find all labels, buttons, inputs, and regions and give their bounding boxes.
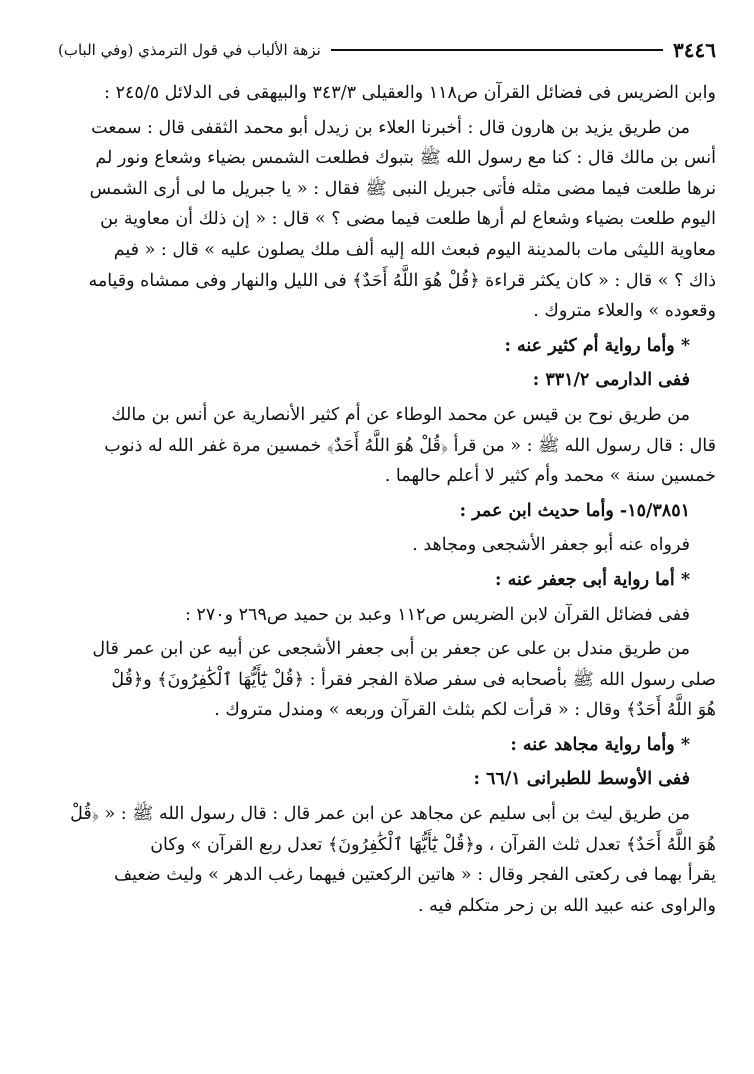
text-line: ذاك ؟ » قال : « كان يكثر قراءة ﴿قُلْ هُوَ اللَّهُ أَحَدٌ﴾ فى الليل والنهار وفى ممشاه وقيامه: [88, 270, 716, 291]
text-line: من طريق نوح بن قيس عن محمد الوطاء عن أم كثير الأنصارية عن أنس بن مالك: [111, 404, 690, 425]
text-line: خمسين سنة » محمد وأم كثير لا أعلم حالهما .: [384, 466, 716, 487]
text-line: هُوَ اللَّهُ أَحَدٌ﴾ تعدل ثلث القرآن ، و﴿قُلْ يَٰٓأَيُّهَا ٱلْكَٰفِرُونَ﴾ تعدل ربع القرآن » وكان: [150, 834, 716, 855]
text-line: وابن الضريس فى فضائل القرآن ص١١٨ والعقيلى ٣٤٣/٣ والبيهقى فى الدلائل ٢٤٥/٥ :: [104, 83, 716, 103]
page-body: [58, 78, 716, 921]
text-line: نرها طلعت فيما مضى مثله فأتى جبريل النبى ﷺ فقال : « يا جبريل ما لى أرى الشمس: [89, 178, 716, 199]
source-line: ففى الدارمى ٣٣١/٢ :: [532, 370, 690, 391]
text-line: من طريق ليث بن أبى سليم عن مجاهد عن ابن عمر قال : قال رسول الله ﷺ : « ﴿قُلْ: [70, 804, 690, 825]
source-line: ففى الأوسط للطبرانى ٦٦/١ :: [473, 769, 690, 790]
running-title: نزهة الألباب في قول الترمذي (وفي الباب): [58, 41, 321, 59]
text-line: وقعوده » والعلاء متروك .: [533, 301, 716, 322]
text-line: معاوية الليثى مات بالمدينة اليوم فبعث الله إليه ألف ملك يصلون عليه » قال : « فيم: [113, 239, 716, 260]
source-line: ففى فضائل القرآن لابن الضريس ص١١٢ وعبد بن حميد ص٢٦٩ و٢٧٠ :: [184, 604, 690, 625]
text-line: صلى رسول الله ﷺ بأصحابه فى سفر صلاة الفجر فقرأ : ﴿قُلْ يَٰٓأَيُّهَا ٱلْكَٰفِرُونَ﴾ و﴿قُلْ: [111, 669, 716, 690]
header-rule: [331, 49, 663, 51]
text-line: يقرأ بهما فى ركعتى الفجر وقال : « هاتين الركعتين فيهما رغب الدهر » وليث ضعيف: [114, 865, 716, 886]
text-line: من طريق مندل بن على عن جعفر بن أبى جعفر الأشجعى عن أبيه عن ابن عمر قال: [92, 639, 690, 660]
page-number: ٣٤٤٦: [673, 38, 716, 62]
section-heading: * وأما رواية أم كثير عنه :: [504, 335, 690, 356]
text-line: والراوى عنه عبيد الله بن زحر متكلم فيه .: [418, 895, 716, 916]
text-line: من طريق يزيد بن هارون قال : أخبرنا العلاء بن زيدل أبو محمد الثقفى قال : سمعت: [91, 117, 690, 138]
section-heading: * وأما رواية مجاهد عنه :: [510, 734, 690, 755]
text-line: أنس بن مالك قال : كنا مع رسول الله ﷺ بتبوك فطلعت الشمس بضياء وشعاع ونور لم: [95, 148, 716, 169]
text-line: هُوَ اللَّهُ أَحَدٌ﴾ وقال : « قرأت لكم بثلث القرآن وربعه » ومندل متروك .: [214, 700, 716, 721]
section-heading: ١٥/٣٨٥١- وأما حديث ابن عمر :: [459, 500, 690, 521]
text-line: اليوم طلعت بضياء وشعاع لم أرها طلعت فيما مضى ؟ » قال : « إن ذلك أن معاوية بن: [100, 209, 716, 230]
text-line: فرواه عنه أبو جعفر الأشجعى ومجاهد .: [412, 535, 690, 556]
text-line: قال : قال رسول الله ﷺ : « من قرأ ﴿قُلْ هُوَ اللَّهُ أَحَدٌ﴾ خمسين مرة غفر الله له ذنوب: [104, 435, 716, 456]
page-header: [58, 38, 716, 62]
section-heading: * أما رواية أبى جعفر عنه :: [495, 569, 690, 590]
